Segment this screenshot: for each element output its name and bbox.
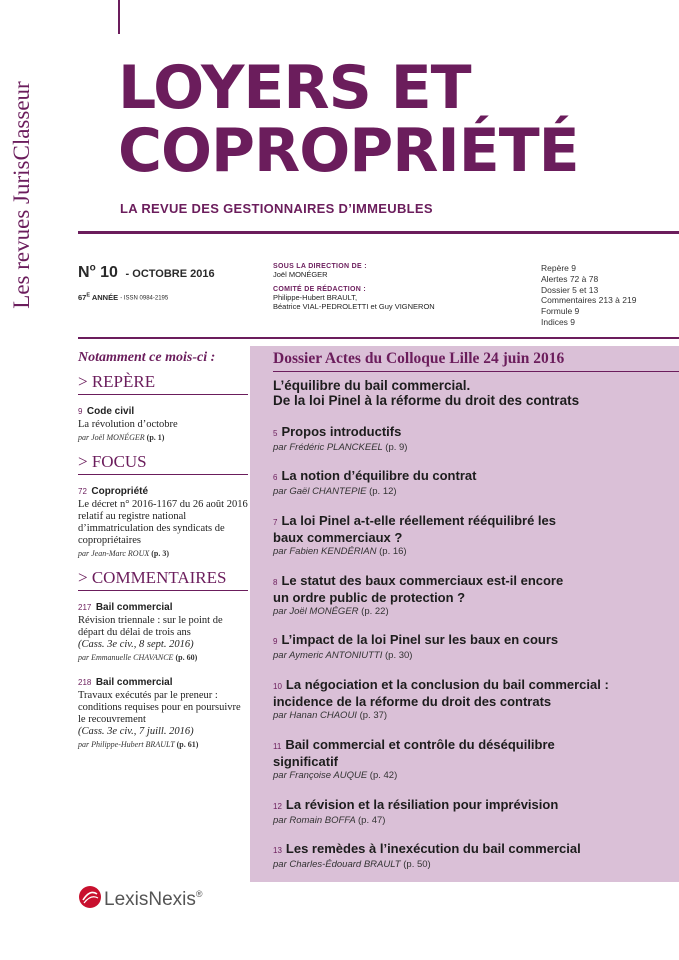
item-page: (p. 61) [176, 740, 199, 749]
issue-number [78, 263, 215, 282]
article [273, 841, 673, 870]
item-author: par Jean-Marc ROUX [78, 549, 150, 558]
article-page: (p. 16) [379, 546, 407, 557]
comite-line-1: Philippe-Hubert BRAULT, [273, 293, 358, 302]
article-page: (p. 37) [359, 710, 388, 721]
article [273, 632, 673, 661]
issue-prefix: N [78, 264, 90, 282]
item-page: (p. 3) [151, 549, 170, 558]
article-page: (p. 12) [369, 486, 397, 497]
item-citation: (Cass. 3e civ., 7 juill. 2016) [78, 726, 194, 737]
section-rule [78, 394, 248, 395]
article-page: (p. 42) [369, 770, 398, 781]
masthead-rule [78, 231, 679, 234]
article [273, 797, 673, 826]
article-page: (p. 30) [385, 650, 413, 661]
item-text: Le décret n° 2016-1167 du 26 août 2016 relatif au registre national d’immatriculation des syndicats de copropriétaires [78, 499, 248, 546]
item-heading: Copropriété [91, 486, 149, 497]
item-number: 9 [78, 407, 83, 416]
issue-year [78, 292, 168, 302]
item-author: par Philippe-Hubert BRAULT [78, 740, 175, 749]
article-number: 9 [273, 637, 278, 646]
publisher-mark: ® [195, 889, 203, 899]
item-text: Travaux exécutés par le preneur : conditions requises pour en poursuivre le recouvrement [78, 690, 241, 725]
article-title: Les remèdes à l’inexécution du bail commercial [285, 841, 581, 856]
item-citation: (Cass. 3e civ., 8 sept. 2016) [78, 639, 194, 650]
notamment-heading: Notamment ce mois-ci : [78, 350, 216, 365]
dossier-rule [273, 371, 679, 372]
article-author: par Gaël CHANTEPIE [273, 486, 367, 497]
article-number: 10 [273, 682, 282, 691]
comite-line-2: Béatrice VIAL-PEDROLETTI et Guy VIGNERON [273, 302, 435, 311]
article [273, 424, 673, 453]
article-author: par Frédéric PLANCKEEL [273, 442, 383, 453]
article-author: par Charles-Édouard BRAULT [273, 859, 401, 870]
index-item: Commentaires 213 à 219 [541, 295, 637, 306]
item-author: par Emmanuelle CHAVANCE [78, 653, 174, 662]
publisher-name [104, 889, 203, 911]
dossier-title: Dossier Actes du Colloque Lille 24 juin 2016 [273, 350, 565, 367]
article-number: 12 [273, 802, 282, 811]
article-author: par Joël MONÉGER [273, 606, 359, 617]
year-sup: E [86, 292, 91, 298]
left-item [78, 597, 248, 662]
article-page: (p. 22) [361, 606, 389, 617]
subtitle: LA REVUE DES GESTIONNAIRES D’IMMEUBLES [120, 201, 433, 216]
top-accent-line [118, 0, 120, 34]
left-item [78, 481, 248, 558]
title-line-1: LOYERS ET [118, 53, 471, 123]
article [273, 513, 573, 557]
spine-text: Les revues JurisClasseur [9, 81, 34, 309]
article-page: (p. 9) [385, 442, 408, 453]
year-num: 67 [78, 292, 87, 302]
issue-num: 10 [100, 264, 118, 282]
article-title: L’impact de la loi Pinel sur les baux en cours [281, 632, 559, 647]
direction-value: Joël MONÉGER [273, 270, 328, 279]
item-heading: Bail commercial [95, 677, 173, 688]
direction-label: SOUS LA DIRECTION DE : [273, 263, 367, 270]
index-item: Formule 9 [541, 306, 580, 317]
article-author: par Hanan CHAOUI [273, 710, 357, 721]
item-number: 217 [78, 603, 92, 612]
spine [0, 0, 44, 420]
article-title: Propos introductifs [281, 424, 402, 439]
section-heading-repere: > REPÈRE [78, 372, 156, 391]
issue-date: - OCTOBRE 2016 [125, 268, 215, 281]
item-page: (p. 60) [175, 653, 198, 662]
intro-line-1: L’équilibre du bail commercial. [273, 378, 471, 393]
comite-label: COMITÉ DE RÉDACTION : [273, 286, 367, 293]
left-item [78, 672, 248, 749]
article-number: 7 [273, 518, 278, 527]
article-author: par Romain BOFFA [273, 815, 356, 826]
dossier-intro [273, 378, 673, 408]
article [273, 468, 673, 497]
article-number: 11 [273, 742, 282, 751]
left-item [78, 401, 248, 442]
article-number: 13 [273, 846, 282, 855]
item-text: Révision triennale : sur le point de départ du délai de trois ans [78, 615, 223, 638]
lexisnexis-logo-icon [78, 885, 102, 914]
item-heading: Code civil [86, 406, 135, 417]
info-rule [78, 337, 679, 339]
article [273, 573, 573, 617]
article [273, 737, 613, 781]
index-item: Alertes 72 à 78 [541, 273, 599, 284]
index-item: Indices 9 [541, 316, 576, 327]
article-author: par Françoise AUQUE [273, 770, 368, 781]
index-item: Dossier 5 et 13 [541, 284, 599, 295]
credits [273, 263, 523, 311]
issn: - ISSN 0984-2195 [120, 295, 169, 302]
title-line-2: COPROPRIÉTÉ [118, 116, 579, 186]
index-item: Repère 9 [541, 263, 576, 273]
article-title: Bail commercial et contrôle du déséquilibre significatif [273, 737, 555, 769]
intro-line-2: De la loi Pinel à la réforme du droit des contrats [273, 393, 580, 408]
section-heading-commentaires: > COMMENTAIRES [78, 568, 227, 587]
section-rule [78, 474, 248, 475]
article-title: Le statut des baux commerciaux est-il encore un ordre public de protection ? [273, 573, 564, 605]
item-number: 218 [78, 678, 92, 687]
article-title: La négociation et la conclusion du bail commercial : incidence de la réforme du droit des contrats [273, 677, 609, 709]
article-number: 5 [273, 429, 278, 438]
item-number: 72 [78, 487, 87, 496]
article-author: par Aymeric ANTONIUTTI [273, 650, 383, 661]
article-number: 8 [273, 578, 278, 587]
publisher-label: LexisNexis [104, 889, 196, 910]
item-text: La révolution d’octobre [78, 419, 178, 430]
item-page: (p. 1) [146, 433, 165, 442]
item-author: par Joël MONÉGER [78, 433, 145, 442]
section-rule [78, 590, 248, 591]
section-heading-focus: > FOCUS [78, 452, 147, 471]
article-title: La notion d’équilibre du contrat [281, 468, 477, 483]
contents-index [541, 263, 636, 328]
article-page: (p. 50) [403, 859, 431, 870]
article-title: La révision et la résiliation pour imprévision [285, 797, 559, 812]
year-label: ANNÉE [91, 292, 119, 302]
article [273, 677, 663, 721]
issue-sup: o [89, 263, 96, 274]
article-title: La loi Pinel a-t-elle réellement rééquilibré les baux commerciaux ? [273, 513, 556, 545]
article-number: 6 [273, 473, 278, 482]
article-page: (p. 47) [358, 815, 386, 826]
item-heading: Bail commercial [95, 602, 173, 613]
left-column [78, 350, 248, 759]
article-author: par Fabien KENDÉRIAN [273, 546, 377, 557]
